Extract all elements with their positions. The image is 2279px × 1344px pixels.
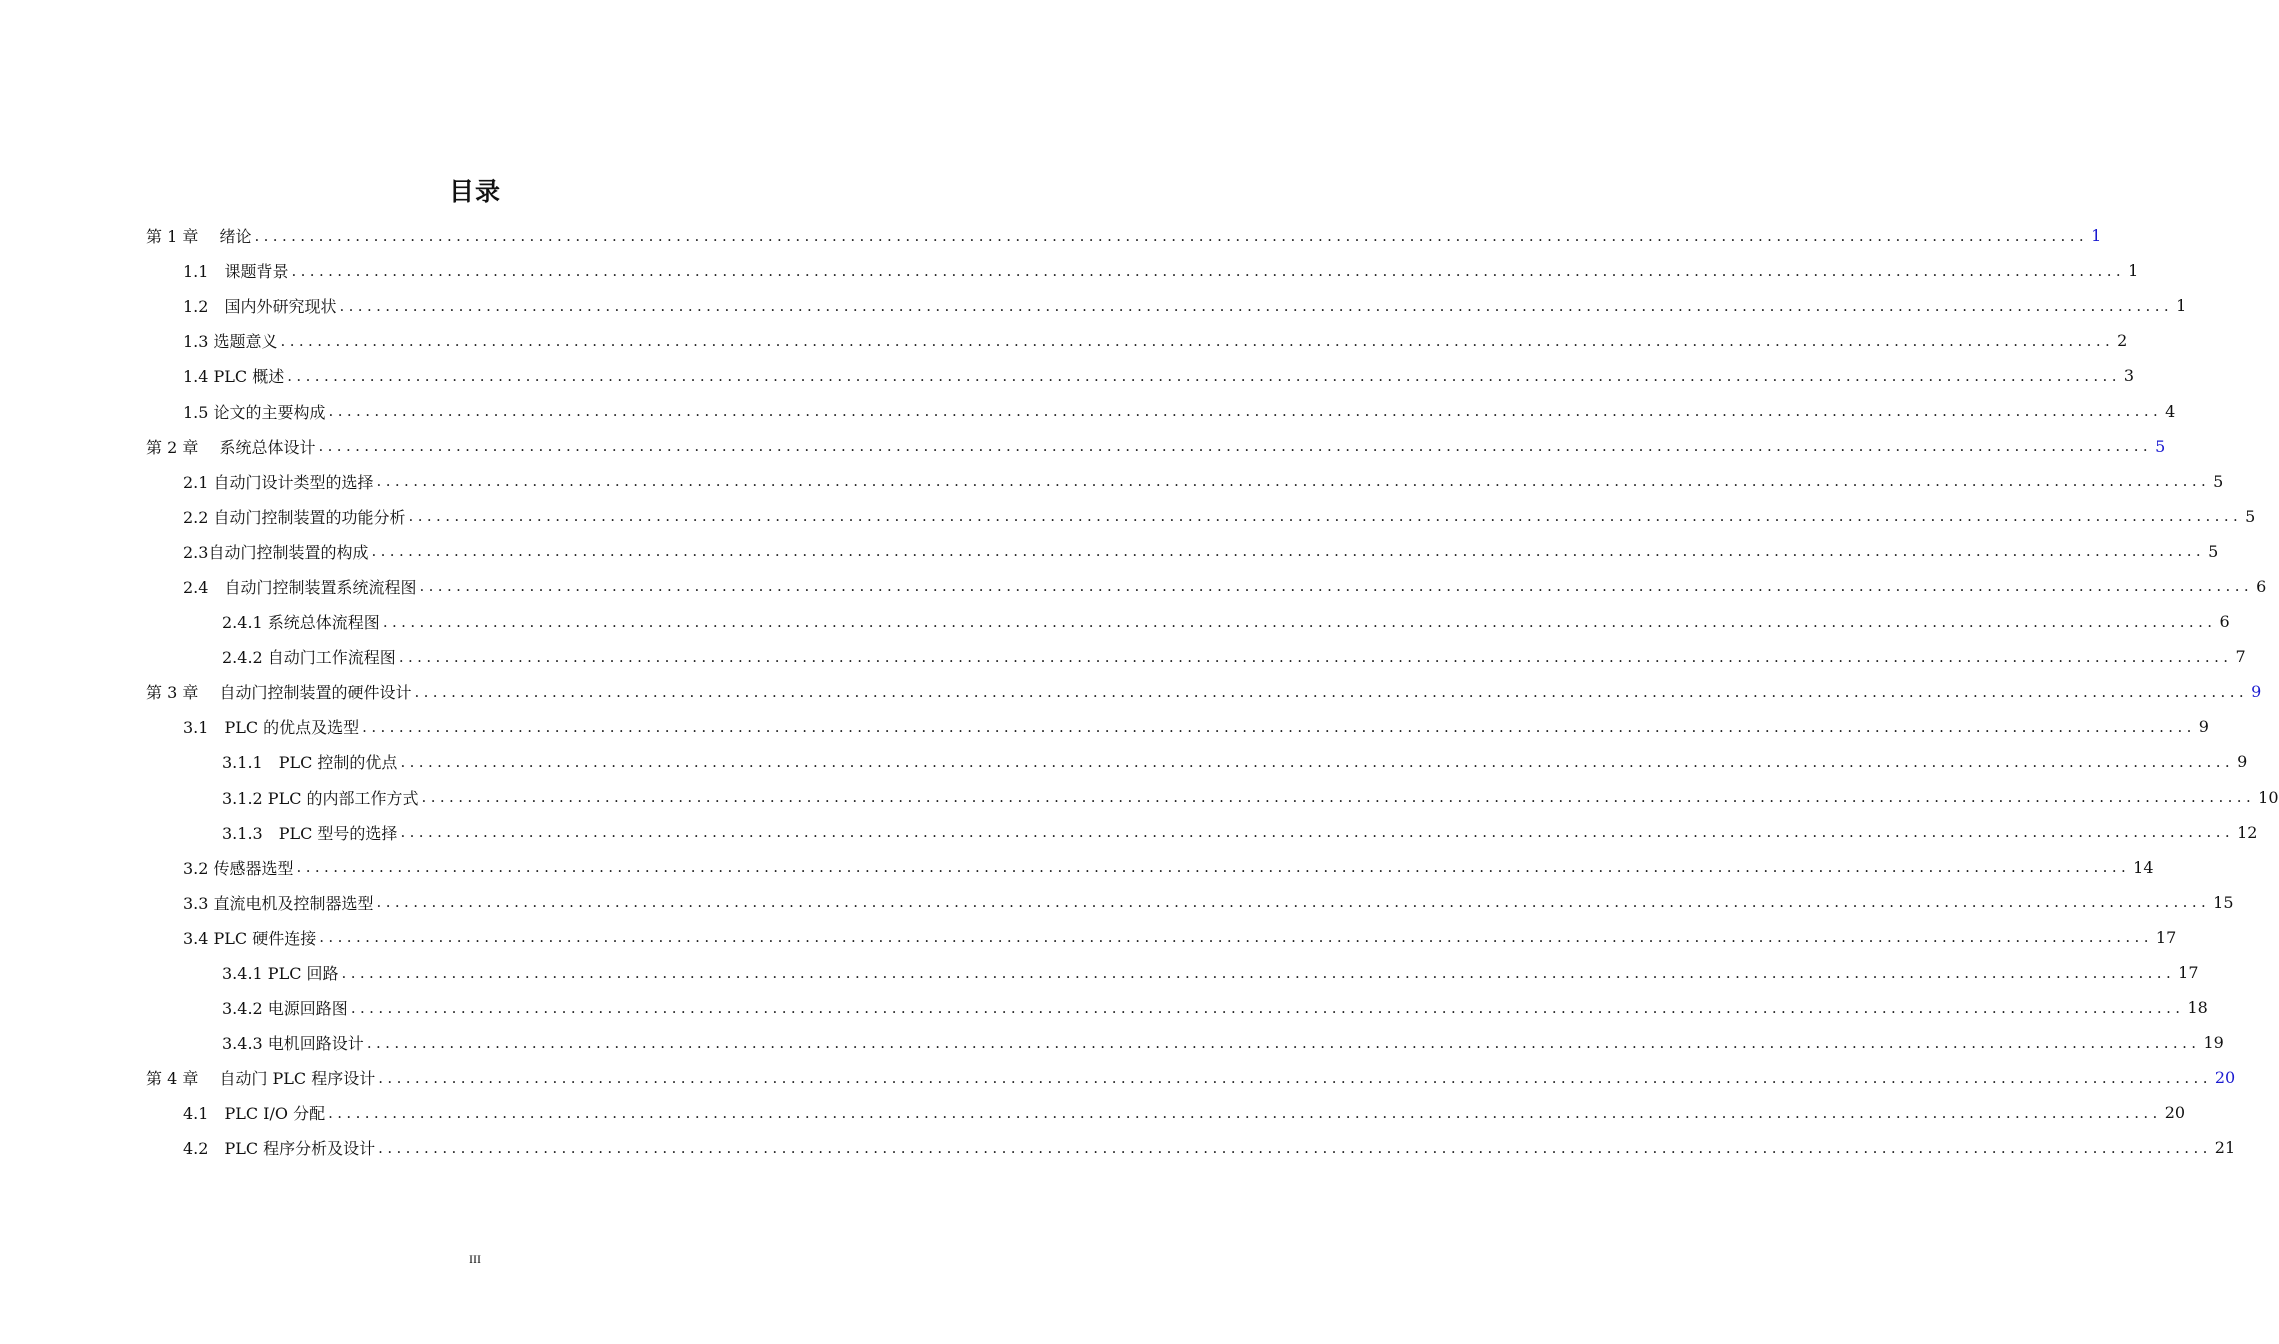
dot-leader: ........................................................................................................................................................................................................ [318, 437, 2153, 456]
toc-entry-page-number: 17 [2155, 927, 2177, 947]
toc-entry-label: 2.4.2 自动门工作流程图 [222, 648, 396, 668]
toc-entry-label: 3.4.2 电源回路图 [222, 999, 348, 1019]
dot-leader: ........................................................................................................................................................................................................ [398, 647, 2233, 666]
toc-section-entry[interactable] [146, 1130, 2236, 1165]
toc-entry-label: 第 3 章 自动门控制装置的硬件设计 [146, 683, 412, 703]
toc-section-entry[interactable] [146, 464, 2224, 499]
toc-subsection-entry[interactable] [146, 639, 2246, 674]
toc-entry-page-number: 9 [2198, 717, 2209, 737]
toc-entry-page-number: 14 [2133, 857, 2154, 877]
toc-entry-label: 3.4.3 电机回路设计 [222, 1034, 364, 1054]
toc-entry-page-number: 9 [2237, 752, 2248, 772]
toc-section-entry[interactable] [146, 534, 2219, 569]
dot-leader: ........................................................................................................................................................................................................ [350, 998, 2185, 1017]
toc-section-entry[interactable] [146, 253, 2139, 288]
page-footer-number: III [469, 1252, 481, 1266]
dot-leader: ........................................................................................................................................................................................................ [400, 752, 2235, 771]
toc-entry-label: 3.4 PLC 硬件连接 [183, 928, 317, 948]
toc-entry-label: 2.3自动门控制装置的构成 [183, 542, 369, 562]
table-of-contents [146, 218, 2279, 1166]
dot-leader: ........................................................................................................................................................................................................ [378, 1068, 2212, 1087]
toc-entry-page-number: 7 [2235, 647, 2246, 667]
toc-entry-label: 第 2 章 系统总体设计 [146, 437, 316, 457]
toc-chapter-entry[interactable] [146, 674, 2262, 709]
toc-entry-page-number: 12 [2237, 822, 2258, 842]
dot-leader: ........................................................................................................................................................................................................ [382, 612, 2217, 631]
toc-section-entry[interactable] [146, 920, 2177, 955]
toc-entry-page-number: 21 [2214, 1138, 2236, 1158]
toc-entry-page-number: 1 [2091, 226, 2102, 246]
toc-section-entry[interactable] [146, 499, 2256, 534]
dot-leader: ........................................................................................................................................................................................................ [287, 366, 2121, 385]
toc-section-entry[interactable] [146, 288, 2187, 323]
toc-entry-label: 2.4 自动门控制装置系统流程图 [183, 577, 417, 597]
dot-leader: ........................................................................................................................................................................................................ [376, 472, 2211, 491]
toc-subsection-entry[interactable] [146, 990, 2208, 1025]
toc-entry-label: 3.1.3 PLC 型号的选择 [222, 823, 398, 843]
toc-entry-label: 1.5 论文的主要构成 [183, 402, 326, 422]
toc-entry-page-number: 5 [2245, 506, 2256, 526]
toc-entry-label: 3.1 PLC 的优点及选型 [183, 718, 360, 738]
dot-leader: ........................................................................................................................................................................................................ [339, 296, 2174, 315]
dot-leader: ........................................................................................................................................................................................................ [319, 928, 2153, 947]
toc-entry-label: 1.3 选题意义 [183, 332, 278, 352]
toc-entry-page-number: 19 [2203, 1033, 2224, 1053]
toc-entry-page-number: 9 [2251, 682, 2262, 702]
toc-chapter-entry[interactable] [146, 218, 2102, 253]
dot-leader: ........................................................................................................................................................................................................ [371, 542, 2206, 561]
toc-entry-page-number: 15 [2213, 892, 2234, 912]
toc-entry-label: 3.4.1 PLC 回路 [222, 964, 339, 984]
dot-leader: ........................................................................................................................................................................................................ [414, 682, 2249, 701]
toc-entry-page-number: 3 [2123, 366, 2135, 386]
dot-leader: ........................................................................................................................................................................................................ [328, 402, 2163, 421]
toc-entry-label: 2.4.1 系统总体流程图 [222, 613, 380, 633]
toc-entry-label: 4.1 PLC I/O 分配 [183, 1104, 326, 1124]
toc-entry-label: 1.2 国内外研究现状 [183, 297, 337, 317]
dot-leader: ........................................................................................................................................................................................................ [341, 963, 2176, 982]
page-title: 目录 [448, 177, 501, 206]
toc-entry-label: 2.1 自动门设计类型的选择 [183, 472, 374, 492]
toc-section-entry[interactable] [146, 358, 2135, 393]
toc-entry-label: 第 4 章 自动门 PLC 程序设计 [146, 1069, 376, 1089]
dot-leader: ........................................................................................................................................................................................................ [296, 858, 2131, 877]
toc-subsection-entry[interactable] [146, 815, 2258, 850]
toc-entry-label: 3.3 直流电机及控制器选型 [183, 893, 374, 913]
toc-entry-label: 4.2 PLC 程序分析及设计 [183, 1139, 376, 1159]
dot-leader: ........................................................................................................................................................................................................ [419, 577, 2254, 596]
toc-subsection-entry[interactable] [146, 744, 2248, 779]
toc-entry-page-number: 17 [2178, 963, 2199, 983]
toc-entry-page-number: 10 [2258, 787, 2279, 807]
dot-leader: ........................................................................................................................................................................................................ [328, 1103, 2162, 1122]
toc-entry-page-number: 5 [2208, 541, 2219, 561]
toc-chapter-entry[interactable] [146, 429, 2166, 464]
toc-entry-label: 3.1.1 PLC 控制的优点 [222, 753, 398, 773]
toc-entry-page-number: 1 [2128, 261, 2139, 281]
dot-leader: ........................................................................................................................................................................................................ [378, 1138, 2212, 1157]
dot-leader: ........................................................................................................................................................................................................ [362, 717, 2196, 736]
toc-section-entry[interactable] [146, 885, 2234, 920]
toc-entry-label: 1.4 PLC 概述 [183, 367, 285, 387]
dot-leader: ........................................................................................................................................................................................................ [408, 507, 2243, 526]
toc-entry-page-number: 2 [2117, 331, 2128, 351]
toc-chapter-entry[interactable] [146, 1060, 2236, 1095]
toc-entry-page-number: 20 [2164, 1103, 2186, 1123]
toc-entry-label: 2.2 自动门控制装置的功能分析 [183, 507, 406, 527]
toc-entry-page-number: 4 [2165, 401, 2176, 421]
toc-section-entry[interactable] [146, 850, 2154, 885]
toc-section-entry[interactable] [146, 393, 2176, 428]
dot-leader: ........................................................................................................................................................................................................ [400, 823, 2235, 842]
toc-subsection-entry[interactable] [146, 780, 2279, 815]
toc-entry-page-number: 20 [2214, 1068, 2236, 1088]
dot-leader: ........................................................................................................................................................................................................ [376, 893, 2211, 912]
toc-subsection-entry[interactable] [146, 1025, 2224, 1060]
toc-entry-label: 3.1.2 PLC 的内部工作方式 [222, 788, 419, 808]
toc-entry-page-number: 18 [2187, 998, 2208, 1018]
toc-entry-page-number: 5 [2155, 436, 2166, 456]
dot-leader: ........................................................................................................................................................................................................ [366, 1033, 2201, 1052]
toc-section-entry[interactable] [146, 1095, 2186, 1130]
dot-leader: ........................................................................................................................................................................................................ [254, 226, 2089, 245]
dot-leader: ........................................................................................................................................................................................................ [421, 788, 2256, 807]
toc-section-entry[interactable] [146, 709, 2209, 744]
dot-leader: ........................................................................................................................................................................................................ [280, 331, 2115, 350]
toc-section-entry[interactable] [146, 323, 2128, 358]
toc-entry-page-number: 6 [2219, 612, 2230, 632]
toc-section-entry[interactable] [146, 569, 2267, 604]
toc-subsection-entry[interactable] [146, 604, 2230, 639]
toc-entry-label: 1.1 课题背景 [183, 262, 289, 282]
toc-subsection-entry[interactable] [146, 955, 2199, 990]
toc-entry-page-number: 6 [2256, 576, 2267, 596]
dot-leader: ........................................................................................................................................................................................................ [291, 261, 2126, 280]
toc-entry-page-number: 5 [2213, 471, 2224, 491]
toc-entry-label: 3.2 传感器选型 [183, 858, 294, 878]
toc-entry-page-number: 1 [2176, 296, 2187, 316]
toc-entry-label: 第 1 章 绪论 [146, 227, 252, 247]
